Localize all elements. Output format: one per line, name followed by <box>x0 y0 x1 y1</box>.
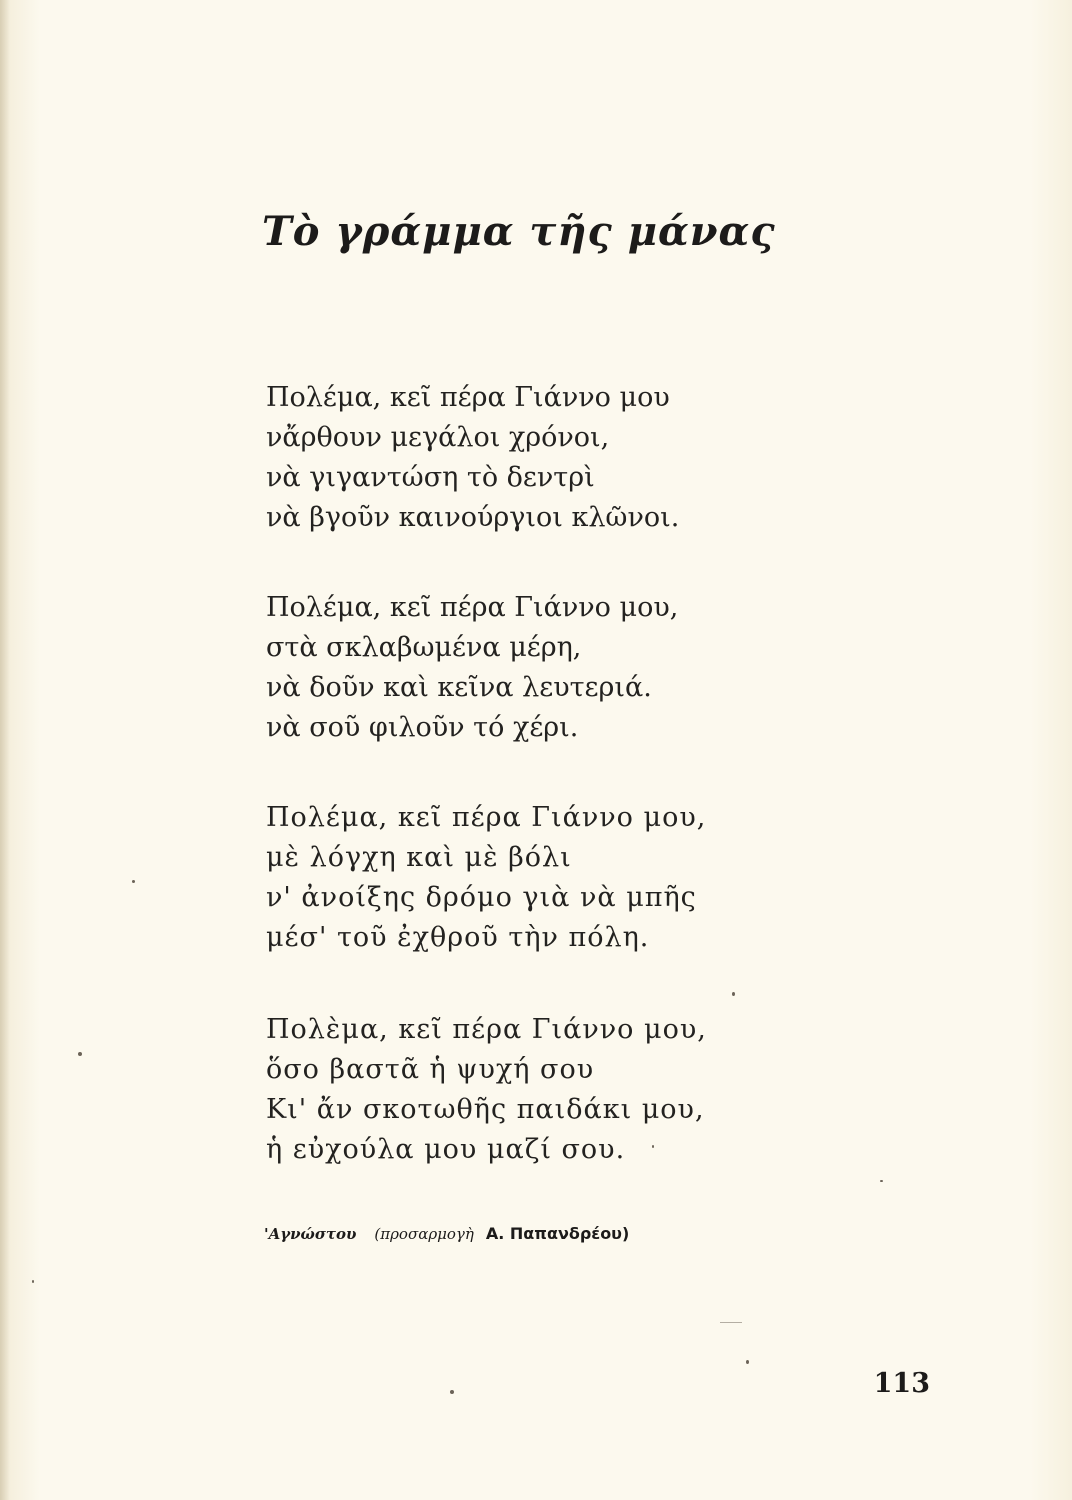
scan-speck <box>880 1180 883 1182</box>
poem-line: Κι' ἄν σκοτωθῆς παιδάκι μου, <box>266 1094 705 1125</box>
stanza-3 <box>266 798 706 958</box>
scan-speck <box>32 1280 34 1283</box>
scan-speck <box>746 1360 749 1364</box>
stanza-4 <box>266 1010 707 1170</box>
poem-line: Πολέμα, κεῖ πέρα Γιάννο μου, <box>266 592 679 623</box>
poem-line: νὰ σοῦ φιλοῦν τό χέρι. <box>266 712 579 743</box>
scan-speck <box>132 880 135 883</box>
scan-speck <box>450 1390 454 1394</box>
poem-line: μέσ' τοῦ ἐχθροῦ τὴν πόλη. <box>266 922 650 953</box>
poem-attribution <box>264 1224 629 1244</box>
page-gutter-shadow <box>0 0 10 1500</box>
scan-speck <box>652 1145 654 1148</box>
poem-line: Πολέμα, κεῖ πέρα Γιάννο μου <box>266 382 670 413</box>
poem-line: μὲ λόγχη καὶ μὲ βόλι <box>266 842 572 873</box>
poem-line: στὰ σκλαβωμένα μέρη, <box>266 632 582 663</box>
poem-line: νὰ γιγαντώση τὸ δεντρὶ <box>266 462 595 493</box>
attribution-author: 'Αγνώστου <box>264 1225 357 1243</box>
page-number: 113 <box>873 1368 930 1399</box>
scan-speck <box>78 1052 82 1056</box>
poem-line: ν' ἀνοίξης δρόμο γιὰ νὰ μπῆς <box>266 882 697 913</box>
poem-title: Τὸ γράμμα τῆς μάνας <box>262 208 776 255</box>
poem-line: νὰ δοῦν καὶ κεῖνα λευτεριά. <box>266 672 652 703</box>
poem-line: Πολέμα, κεῖ πέρα Γιάννο μου, <box>266 802 707 833</box>
attribution-adapter: Α. Παπανδρέου) <box>485 1224 630 1243</box>
scan-speck <box>720 1322 742 1323</box>
poem-line: νἄρθουν μεγάλοι χρόνοι, <box>266 422 610 453</box>
poem-line: Πολὲμα, κεῖ πέρα Γιάννο μου, <box>266 1014 707 1045</box>
stanza-1 <box>266 378 679 538</box>
scan-speck <box>732 992 735 996</box>
poem-line: νὰ βγοῦν καινούργιοι κλῶνοι. <box>266 502 680 533</box>
poem-line: ἡ εὐχούλα μου μαζί σου. <box>266 1134 626 1165</box>
stanza-2 <box>266 588 678 748</box>
poem-line: ὅσο βαστᾶ ἡ ψυχή σου <box>266 1054 595 1085</box>
attribution-note: (προσαρμογὴ <box>374 1225 474 1243</box>
